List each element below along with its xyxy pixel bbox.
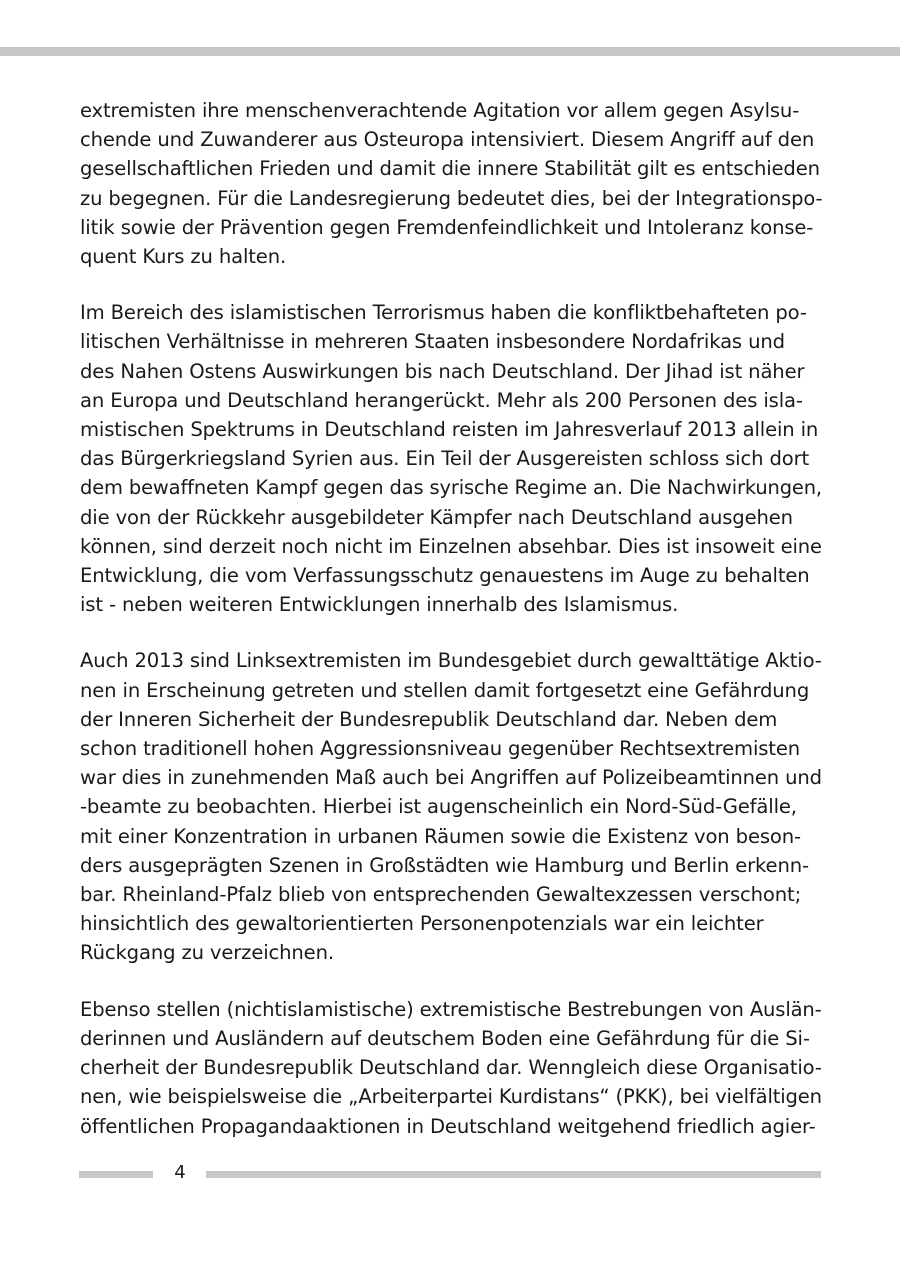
text-line: derinnen und Ausländern auf deutschem Boden eine Gefährdung für die Si- — [80, 1026, 810, 1050]
text-line: hinsichtlich des gewaltorientierten Personenpotenzials war ein leichter — [80, 912, 764, 936]
text-line: Rückgang zu verzeichnen. — [80, 941, 334, 965]
text-line: ist - neben weiteren Entwicklungen innerhalb des Islamismus. — [80, 593, 679, 617]
text-line: chende und Zuwanderer aus Osteuropa intensiviert. Diesem Angriff auf den — [80, 128, 815, 152]
text-line: Ebenso stellen (nichtislamistische) extremistische Bestrebungen von Auslän- — [80, 997, 822, 1021]
text-line: nen, wie beispielsweise die „Arbeiterpartei Kurdistans“ (PKK), bei vielfältigen — [80, 1085, 822, 1109]
text-line: das Bürgerkriegsland Syrien aus. Ein Teil der Ausgereisten schloss sich dort — [80, 447, 810, 471]
text-line: extremisten ihre menschenverachtende Agitation vor allem gegen Asylsu- — [80, 99, 800, 122]
text-line: schon traditionell hohen Aggressionsniveau gegenüber Rechtsextremisten — [80, 737, 801, 761]
text-line: an Europa und Deutschland herangerückt. Mehr als 200 Personen des isla- — [80, 388, 803, 412]
text-line: mistischen Spektrums in Deutschland reisten im Jahresverlauf 2013 allein in — [80, 418, 819, 442]
paragraph-3 — [80, 646, 822, 967]
text-line: zu begegnen. Für die Landesregierung bedeutet dies, bei der Integrationspo- — [80, 186, 823, 210]
text-line: litik sowie der Prävention gegen Fremdenfeindlichkeit und Intoleranz konse- — [80, 215, 814, 239]
text-line: der Inneren Sicherheit der Bundesrepublik Deutschland dar. Neben dem — [80, 707, 778, 731]
text-line: nen in Erscheinung getreten und stellen damit fortgesetzt eine Gefährdung — [80, 678, 810, 702]
text-line: quent Kurs zu halten. — [80, 245, 287, 269]
text-line: öffentlichen Propagandaaktionen in Deutschland weitgehend friedlich agier- — [80, 1114, 816, 1138]
text-line: dem bewaffneten Kampf gegen das syrische Regime an. Die Nachwirkungen, — [80, 476, 822, 500]
text-line: gesellschaftlichen Frieden und damit die innere Stabilität gilt es entschieden — [80, 157, 820, 181]
header-rule — [0, 47, 900, 56]
text-line: Auch 2013 sind Linksextremisten im Bundesgebiet durch gewalttätige Aktio- — [80, 649, 822, 673]
text-line: die von der Rückkehr ausgebildeter Kämpfer nach Deutschland ausgehen — [80, 505, 793, 529]
text-line: mit einer Konzentration in urbanen Räumen sowie die Existenz von beson- — [80, 824, 801, 848]
text-line: Im Bereich des islamistischen Terrorismus haben die konfliktbehafteten po- — [80, 301, 807, 325]
text-line: cherheit der Bundesrepublik Deutschland dar. Wenngleich diese Organisatio- — [80, 1056, 822, 1080]
paragraph-4 — [80, 995, 822, 1141]
paragraph-2 — [80, 298, 822, 619]
text-line: litischen Verhältnisse in mehreren Staaten insbesondere Nordafrikas und — [80, 330, 785, 354]
text-line: ders ausgeprägten Szenen in Großstädten wie Hamburg und Berlin erkenn- — [80, 853, 809, 877]
text-line: -beamte zu beobachten. Hierbei ist augenscheinlich ein Nord-Süd-Gefälle, — [80, 795, 797, 819]
text-line: war dies in zunehmenden Maß auch bei Angriffen auf Polizeibeamtinnen und — [80, 766, 822, 790]
footer-rule-left — [79, 1171, 153, 1178]
text-line: Entwicklung, die vom Verfassungsschutz genauestens im Auge zu behalten — [80, 564, 810, 588]
document-body — [80, 96, 822, 1141]
text-line: des Nahen Ostens Auswirkungen bis nach Deutschland. Der Jihad ist näher — [80, 359, 805, 383]
page-number: 4 — [174, 1162, 186, 1183]
paragraph-1 — [80, 96, 822, 271]
footer-rule-right — [206, 1171, 821, 1178]
text-line: bar. Rheinland-Pfalz blieb von entsprechenden Gewaltexzessen verschont; — [80, 883, 802, 907]
page-footer — [0, 1162, 900, 1186]
text-line: können, sind derzeit noch nicht im Einzelnen absehbar. Dies ist insoweit eine — [80, 534, 822, 558]
